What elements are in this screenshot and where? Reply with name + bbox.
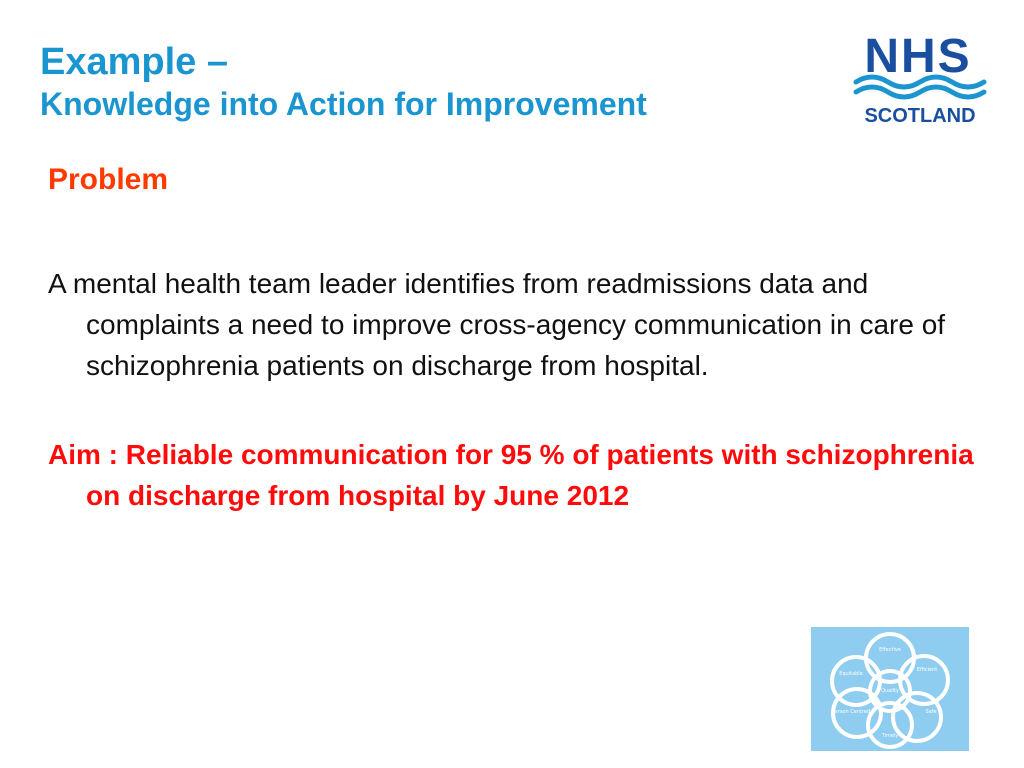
label-safe: Safe [925,709,937,715]
label-efficient: Efficient [916,667,938,673]
label-effective: Effective [879,647,901,653]
label-timely: Timely [881,733,899,739]
title-line-1: Example – [40,41,228,83]
label-quality: Quality [881,688,899,694]
logo-nhs-text: NHS [864,30,972,83]
logo-scotland-text: SCOTLAND [864,105,976,127]
problem-paragraph: A mental health team leader identifies from readmissions data and complaints a need to improve cross-agency communication in care of schizophrenia patients on discharge from hospital. [48,268,946,381]
label-equitable: Equitable [839,671,863,677]
nhs-scotland-logo [848,26,990,130]
title-line-2: Knowledge into Action for Improvement [40,86,647,122]
label-person-centred: Person Centred [831,709,871,715]
problem-heading: Problem [48,163,169,196]
quality-dimensions-graphic [811,627,969,751]
aim-statement: Aim : Reliable communication for 95 % of patients with schizophrenia on discharge from hospital by June 2012 [48,439,974,511]
slide-title [40,40,647,124]
